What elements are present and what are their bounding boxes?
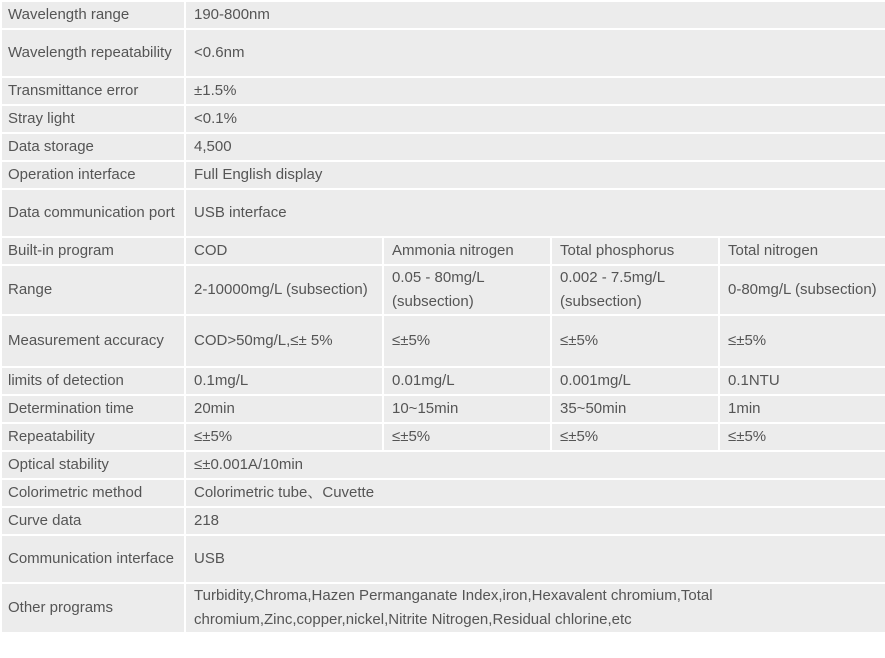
program-cell: 10~15min bbox=[383, 395, 551, 423]
row-value: <0.1% bbox=[185, 105, 885, 133]
row-label: Communication interface bbox=[1, 535, 185, 583]
row-label: Measurement accuracy bbox=[1, 315, 185, 367]
row-value: <0.6nm bbox=[185, 29, 885, 77]
row-label: Built-in program bbox=[1, 237, 185, 265]
table-row bbox=[1, 189, 885, 237]
program-cell: 0.1NTU bbox=[719, 367, 885, 395]
program-cell: COD bbox=[185, 237, 383, 265]
row-value: Full English display bbox=[185, 161, 885, 189]
row-label: Data communication port bbox=[1, 189, 185, 237]
table-row bbox=[1, 583, 885, 633]
program-cell: ≤±5% bbox=[551, 423, 719, 451]
table-row bbox=[1, 265, 885, 315]
row-value: 190-800nm bbox=[185, 1, 885, 29]
row-value: USB bbox=[185, 535, 885, 583]
program-cell: 1min bbox=[719, 395, 885, 423]
program-cell: Total phosphorus bbox=[551, 237, 719, 265]
table-row bbox=[1, 105, 885, 133]
program-cell: 0.1mg/L bbox=[185, 367, 383, 395]
row-label: Wavelength range bbox=[1, 1, 185, 29]
program-cell: 2-10000mg/L (subsection) bbox=[185, 265, 383, 315]
row-value: 218 bbox=[185, 507, 885, 535]
row-label: limits of detection bbox=[1, 367, 185, 395]
row-value: Colorimetric tube、Cuvette bbox=[185, 479, 885, 507]
program-cell: 0.05 - 80mg/L (subsection) bbox=[383, 265, 551, 315]
program-cell: 35~50min bbox=[551, 395, 719, 423]
row-label: Wavelength repeatability bbox=[1, 29, 185, 77]
row-label: Stray light bbox=[1, 105, 185, 133]
table-row bbox=[1, 315, 885, 367]
program-cell: ≤±5% bbox=[719, 423, 885, 451]
table-row bbox=[1, 133, 885, 161]
row-value: ≤±0.001A/10min bbox=[185, 451, 885, 479]
table-row bbox=[1, 451, 885, 479]
program-cell: ≤±5% bbox=[383, 315, 551, 367]
table-row bbox=[1, 479, 885, 507]
program-cell: 0-80mg/L (subsection) bbox=[719, 265, 885, 315]
table-row bbox=[1, 1, 885, 29]
row-label: Data storage bbox=[1, 133, 185, 161]
row-label: Other programs bbox=[1, 583, 185, 633]
program-cell: 20min bbox=[185, 395, 383, 423]
row-label: Colorimetric method bbox=[1, 479, 185, 507]
row-label: Transmittance error bbox=[1, 77, 185, 105]
program-cell: Total nitrogen bbox=[719, 237, 885, 265]
row-label: Determination time bbox=[1, 395, 185, 423]
table-row bbox=[1, 423, 885, 451]
row-label: Repeatability bbox=[1, 423, 185, 451]
program-cell: 0.002 - 7.5mg/L (subsection) bbox=[551, 265, 719, 315]
table-row bbox=[1, 507, 885, 535]
program-cell: ≤±5% bbox=[719, 315, 885, 367]
program-cell: ≤±5% bbox=[383, 423, 551, 451]
program-cell: 0.001mg/L bbox=[551, 367, 719, 395]
program-cell: 0.01mg/L bbox=[383, 367, 551, 395]
table-row bbox=[1, 237, 885, 265]
program-cell: Ammonia nitrogen bbox=[383, 237, 551, 265]
row-value: ±1.5% bbox=[185, 77, 885, 105]
program-cell: ≤±5% bbox=[185, 423, 383, 451]
table-row bbox=[1, 535, 885, 583]
table-row bbox=[1, 367, 885, 395]
row-value: USB interface bbox=[185, 189, 885, 237]
row-value: Turbidity,Chroma,Hazen Permanganate Index,iron,Hexavalent chromium,Total chromium,Zinc,copper,nickel,Nitrite Nitrogen,Residual chlorine,etc bbox=[185, 583, 885, 633]
row-label: Range bbox=[1, 265, 185, 315]
row-label: Curve data bbox=[1, 507, 185, 535]
row-value: 4,500 bbox=[185, 133, 885, 161]
table-row bbox=[1, 29, 885, 77]
program-cell: COD>50mg/L,≤± 5% bbox=[185, 315, 383, 367]
table-row bbox=[1, 395, 885, 423]
program-cell: ≤±5% bbox=[551, 315, 719, 367]
row-label: Operation interface bbox=[1, 161, 185, 189]
table-row bbox=[1, 77, 885, 105]
row-label: Optical stability bbox=[1, 451, 185, 479]
table-row bbox=[1, 161, 885, 189]
